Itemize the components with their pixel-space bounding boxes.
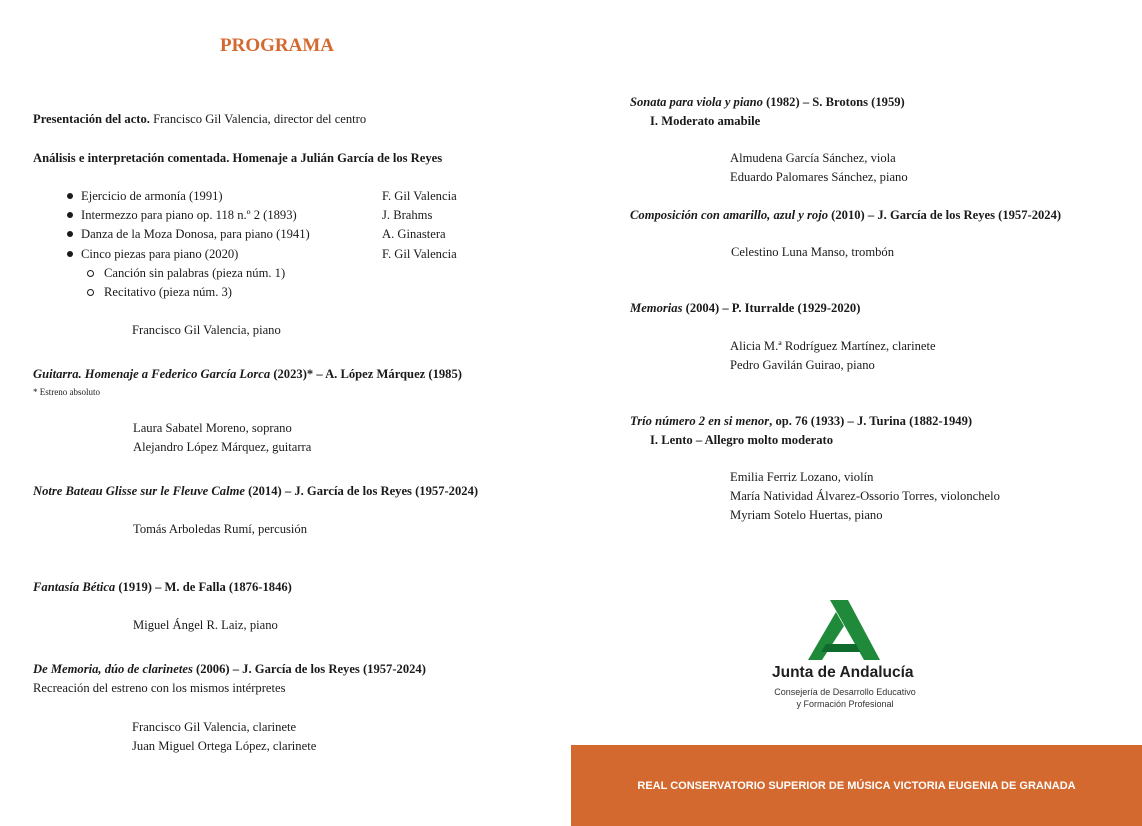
work-item: Intermezzo para piano op. 118 n.º 2 (1893) — [67, 207, 297, 223]
piece-heading: Composición con amarillo, azul y rojo (2010) – J. García de los Reyes (1957-2024) — [630, 208, 1062, 222]
performer: Alicia M.ª Rodríguez Martínez, clarinete — [730, 339, 936, 353]
performer: Emilia Ferriz Lozano, violín — [730, 470, 874, 484]
bullet-icon — [67, 231, 73, 237]
circle-bullet-icon — [87, 289, 94, 296]
movement: I. Lento – Allegro molto moderato — [650, 433, 834, 447]
performer: Alejandro López Márquez, guitarra — [133, 440, 312, 454]
performer: Pedro Gavilán Guirao, piano — [730, 358, 875, 372]
emblem-stroke-left — [808, 612, 844, 660]
piece-heading: De Memoria, dúo de clarinetes (2006) – J. García de los Reyes (1957-2024) — [33, 662, 426, 676]
performer: Francisco Gil Valencia, piano — [132, 323, 281, 337]
intro-text: Francisco Gil Valencia, director del centro — [149, 112, 367, 126]
piece-subtitle: Recreación del estreno con los mismos intérpretes — [33, 681, 286, 695]
piece-heading: Sonata para viola y piano (1982) – S. Brotons (1959) — [630, 95, 905, 109]
performer: Laura Sabatel Moreno, soprano — [133, 421, 292, 435]
performer: Tomás Arboledas Rumí, percusión — [133, 522, 308, 536]
piece-heading: Memorias (2004) – P. Iturralde (1929-2020) — [630, 301, 861, 315]
work-item: Ejercicio de armonía (1991) — [67, 188, 223, 204]
footer-banner — [571, 745, 1142, 826]
performer: Francisco Gil Valencia, clarinete — [132, 720, 297, 734]
logo-subtitle: Consejería de Desarrollo Educativo y Formación Profesional — [774, 687, 916, 709]
page-title: PROGRAMA — [220, 35, 334, 56]
movement: I. Moderato amabile — [650, 114, 761, 128]
piece-heading: Guitarra. Homenaje a Federico García Lorca (2023)* – A. López Márquez (1985) — [33, 367, 462, 381]
performer: Almudena García Sánchez, viola — [730, 151, 896, 165]
premiere-note: * Estreno absoluto — [33, 387, 100, 397]
circle-bullet-icon — [87, 270, 94, 277]
bullet-icon — [67, 212, 73, 218]
footer-text: REAL CONSERVATORIO SUPERIOR DE MÚSICA VICTORIA EUGENIA DE GRANADA — [637, 779, 1076, 792]
subwork-item: Recitativo (pieza núm. 3) — [87, 284, 232, 300]
intro-line — [33, 111, 366, 127]
emblem-bar — [821, 644, 860, 652]
work-item: Cinco piezas para piano (2020) — [67, 246, 238, 262]
work-composer: A. Ginastera — [382, 227, 446, 241]
intro-lead: Presentación del acto. — [33, 112, 150, 126]
junta-emblem-icon — [760, 598, 930, 662]
performer: María Natividad Álvarez-Ossorio Torres, violonchelo — [730, 489, 1000, 503]
piece-heading: Notre Bateau Glisse sur le Fleuve Calme (2014) – J. García de los Reyes (1957-2024) — [33, 484, 479, 498]
bullet-icon — [67, 251, 73, 257]
bullet-icon — [67, 193, 73, 199]
performer: Celestino Luna Manso, trombón — [731, 245, 894, 259]
logo-name: Junta de Andalucía — [772, 664, 914, 681]
piece-heading: Trío número 2 en si menor, op. 76 (1933) – J. Turina (1882-1949) — [630, 414, 973, 428]
piece-heading: Fantasía Bética (1919) – M. de Falla (1876-1846) — [33, 580, 292, 594]
work-item: Danza de la Moza Donosa, para piano (1941) — [67, 226, 310, 242]
work-composer: F. Gil Valencia — [382, 247, 457, 261]
analysis-heading: Análisis e interpretación comentada. Homenaje a Julián García de los Reyes — [33, 151, 443, 165]
subwork-item: Canción sin palabras (pieza núm. 1) — [87, 265, 285, 281]
performer: Myriam Sotelo Huertas, piano — [730, 508, 883, 522]
work-composer: F. Gil Valencia — [382, 189, 457, 203]
performer: Eduardo Palomares Sánchez, piano — [730, 170, 908, 184]
junta-logo — [760, 598, 930, 713]
performer: Miguel Ángel R. Laiz, piano — [133, 618, 278, 632]
work-composer: J. Brahms — [382, 208, 433, 222]
performer: Juan Miguel Ortega López, clarinete — [132, 739, 317, 753]
